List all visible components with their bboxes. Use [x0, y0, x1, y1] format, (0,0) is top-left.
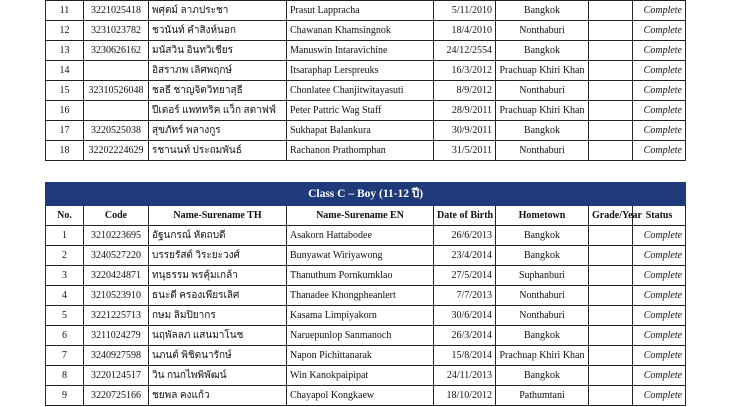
col-header-code: Code [84, 206, 149, 226]
row-dob: 31/5/2011 [434, 141, 496, 161]
row-hometown: Nonthaburi [496, 141, 589, 161]
row-hometown: Bangkok [496, 121, 589, 141]
row-name-en: Kasama Limpiyakorn [287, 306, 434, 326]
row-hometown: Bangkok [496, 246, 589, 266]
row-grade [589, 306, 633, 326]
row-name-th: ชวนันท์ คำสิงห์นอก [149, 21, 287, 41]
row-code: 3220725166 [84, 386, 149, 406]
row-no: 2 [46, 246, 84, 266]
row-status: Complete [633, 386, 686, 406]
row-name-en: Manuswin Intaravichine [287, 41, 434, 61]
row-dob: 15/8/2014 [434, 346, 496, 366]
table-header-row [46, 206, 686, 226]
row-dob: 28/9/2011 [434, 101, 496, 121]
table-row [46, 226, 686, 246]
row-hometown: Bangkok [496, 1, 589, 21]
row-no: 18 [46, 141, 84, 161]
row-dob: 18/10/2012 [434, 386, 496, 406]
row-name-th: ชยพล คงแก้ว [149, 386, 287, 406]
row-name-en: Itsaraphap Lerspreuks [287, 61, 434, 81]
row-no: 4 [46, 286, 84, 306]
row-code: 3211024279 [84, 326, 149, 346]
row-no: 12 [46, 21, 84, 41]
row-name-th: อิสราภพ เลิศพฤกษ์ [149, 61, 287, 81]
row-status: Complete [633, 41, 686, 61]
row-no: 17 [46, 121, 84, 141]
row-no: 13 [46, 41, 84, 61]
table-row [46, 286, 686, 306]
row-name-th: ธนะดี ครองเพียรเลิศ [149, 286, 287, 306]
table-row [46, 121, 686, 141]
row-code: 3220525038 [84, 121, 149, 141]
row-status: Complete [633, 346, 686, 366]
row-grade [589, 61, 633, 81]
row-status: Complete [633, 266, 686, 286]
row-name-en: Win Kanokpaipipat [287, 366, 434, 386]
row-status: Complete [633, 1, 686, 21]
row-code: 32310526048 [84, 81, 149, 101]
row-no: 3 [46, 266, 84, 286]
row-hometown: Prachuap Khiri Khan [496, 346, 589, 366]
table-row [46, 61, 686, 81]
table-row [46, 326, 686, 346]
row-grade [589, 121, 633, 141]
col-header-name-th: Name-Surename TH [149, 206, 287, 226]
row-hometown: Bangkok [496, 41, 589, 61]
row-dob: 7/7/2013 [434, 286, 496, 306]
row-hometown: Prachuap Khiri Khan [496, 101, 589, 121]
row-name-en: Naruepunlop Sanmanoch [287, 326, 434, 346]
row-hometown: Bangkok [496, 326, 589, 346]
roster-table-body [46, 1, 686, 161]
row-name-en: Chayapol Kongkaew [287, 386, 434, 406]
row-dob: 26/3/2014 [434, 326, 496, 346]
row-grade [589, 21, 633, 41]
row-no: 1 [46, 226, 84, 246]
row-name-th: กษม ลิมปิยากร [149, 306, 287, 326]
row-name-th: พศุตม์ ลาภประชา [149, 1, 287, 21]
row-code: 3231023782 [84, 21, 149, 41]
table-row [46, 21, 686, 41]
row-name-en: Thanuthum Pornkumklao [287, 266, 434, 286]
row-name-th: นภนต์ พิชิตนารักษ์ [149, 346, 287, 366]
row-code: 3210523910 [84, 286, 149, 306]
row-code: 3220124517 [84, 366, 149, 386]
col-header-hometown: Hometown [496, 206, 589, 226]
row-name-en: Sukhapat Balankura [287, 121, 434, 141]
table-row [46, 306, 686, 326]
row-dob: 18/4/2010 [434, 21, 496, 41]
row-dob: 23/4/2014 [434, 246, 496, 266]
row-dob: 27/5/2014 [434, 266, 496, 286]
row-name-en: Bunyawat Wiriyawong [287, 246, 434, 266]
row-hometown: Suphanburi [496, 266, 589, 286]
row-code [84, 61, 149, 81]
row-dob: 26/6/2013 [434, 226, 496, 246]
row-name-th: ปีเตอร์ แพททริค แว็ก สตาฟฟ์ [149, 101, 287, 121]
row-code: 3221025418 [84, 1, 149, 21]
row-hometown: Nonthaburi [496, 81, 589, 101]
row-no: 11 [46, 1, 84, 21]
row-name-en: Chawanan Khamsingnok [287, 21, 434, 41]
row-name-th: นฤพัลลภ แสนมาโนช [149, 326, 287, 346]
row-grade [589, 246, 633, 266]
row-name-en: Rachanon Prathomphan [287, 141, 434, 161]
table-row [46, 101, 686, 121]
row-code [84, 101, 149, 121]
row-grade [589, 141, 633, 161]
row-grade [589, 101, 633, 121]
table-row [46, 141, 686, 161]
row-status: Complete [633, 306, 686, 326]
row-code: 3230626162 [84, 41, 149, 61]
row-code: 3240527220 [84, 246, 149, 266]
row-grade [589, 226, 633, 246]
col-header-no: No. [46, 206, 84, 226]
table-row [46, 1, 686, 21]
row-dob: 24/12/2554 [434, 41, 496, 61]
row-status: Complete [633, 366, 686, 386]
row-dob: 30/9/2011 [434, 121, 496, 141]
row-grade [589, 266, 633, 286]
class-title-banner: Class C – Boy (11-12 ปี) [46, 183, 686, 206]
row-hometown: Nonthaburi [496, 306, 589, 326]
row-status: Complete [633, 21, 686, 41]
row-name-th: ทนุธรรม พรคุ้มเกล้า [149, 266, 287, 286]
row-name-th: ชลธี ชาญจิตวิทยาสุธี [149, 81, 287, 101]
row-no: 6 [46, 326, 84, 346]
row-code: 3220424871 [84, 266, 149, 286]
row-name-en: Prasut Lappracha [287, 1, 434, 21]
row-status: Complete [633, 101, 686, 121]
row-dob: 30/6/2014 [434, 306, 496, 326]
table-row [46, 386, 686, 406]
row-name-th: มนัสวิน อินทวิเชียร [149, 41, 287, 61]
row-name-en: Napon Pichittanarak [287, 346, 434, 366]
roster-table-continued [45, 0, 686, 161]
row-name-en: Thanadee Khongpheanlert [287, 286, 434, 306]
row-dob: 24/11/2013 [434, 366, 496, 386]
row-dob: 16/3/2012 [434, 61, 496, 81]
row-no: 5 [46, 306, 84, 326]
class-c-table-body [46, 226, 686, 406]
row-code: 3240927598 [84, 346, 149, 366]
row-hometown: Nonthaburi [496, 21, 589, 41]
col-header-dob: Date of Birth [434, 206, 496, 226]
table-row [46, 246, 686, 266]
row-grade [589, 41, 633, 61]
row-name-th: วิน กนกไพพิพัฒน์ [149, 366, 287, 386]
row-no: 16 [46, 101, 84, 121]
row-status: Complete [633, 326, 686, 346]
row-name-th: อัฐนกรณ์ หัตถบดี [149, 226, 287, 246]
class-c-boy-table [45, 182, 686, 406]
row-dob: 5/11/2010 [434, 1, 496, 21]
row-status: Complete [633, 141, 686, 161]
row-grade [589, 366, 633, 386]
row-status: Complete [633, 226, 686, 246]
row-hometown: Pathumtani [496, 386, 589, 406]
row-hometown: Bangkok [496, 226, 589, 246]
row-hometown: Bangkok [496, 366, 589, 386]
row-no: 7 [46, 346, 84, 366]
row-name-en: Peter Pattric Wag Staff [287, 101, 434, 121]
row-name-en: Chonlatee Chanjitwitayasuti [287, 81, 434, 101]
row-name-th: รชานนท์ ประถมพันธ์ [149, 141, 287, 161]
row-name-en: Asakorn Hattabodee [287, 226, 434, 246]
row-name-th: บรรยรัสต์ วิระยะวงศ์ [149, 246, 287, 266]
row-code: 3210223695 [84, 226, 149, 246]
row-grade [589, 286, 633, 306]
row-status: Complete [633, 81, 686, 101]
row-status: Complete [633, 121, 686, 141]
table-row [46, 41, 686, 61]
row-no: 9 [46, 386, 84, 406]
row-no: 14 [46, 61, 84, 81]
row-status: Complete [633, 286, 686, 306]
row-grade [589, 326, 633, 346]
row-status: Complete [633, 61, 686, 81]
row-code: 32202224629 [84, 141, 149, 161]
row-grade [589, 386, 633, 406]
row-hometown: Nonthaburi [496, 286, 589, 306]
row-status: Complete [633, 246, 686, 266]
row-hometown: Prachuap Khiri Khan [496, 61, 589, 81]
table-row [46, 266, 686, 286]
row-no: 8 [46, 366, 84, 386]
col-header-status: Status [633, 206, 686, 226]
row-grade [589, 346, 633, 366]
row-grade [589, 1, 633, 21]
row-name-th: สุขภัทร์ พลางกูร [149, 121, 287, 141]
table-row [46, 366, 686, 386]
row-code: 3221225713 [84, 306, 149, 326]
row-grade [589, 81, 633, 101]
table-row [46, 81, 686, 101]
col-header-grade: Grade/Year [589, 206, 633, 226]
table-row [46, 346, 686, 366]
col-header-name-en: Name-Surename EN [287, 206, 434, 226]
row-dob: 8/9/2012 [434, 81, 496, 101]
row-no: 15 [46, 81, 84, 101]
